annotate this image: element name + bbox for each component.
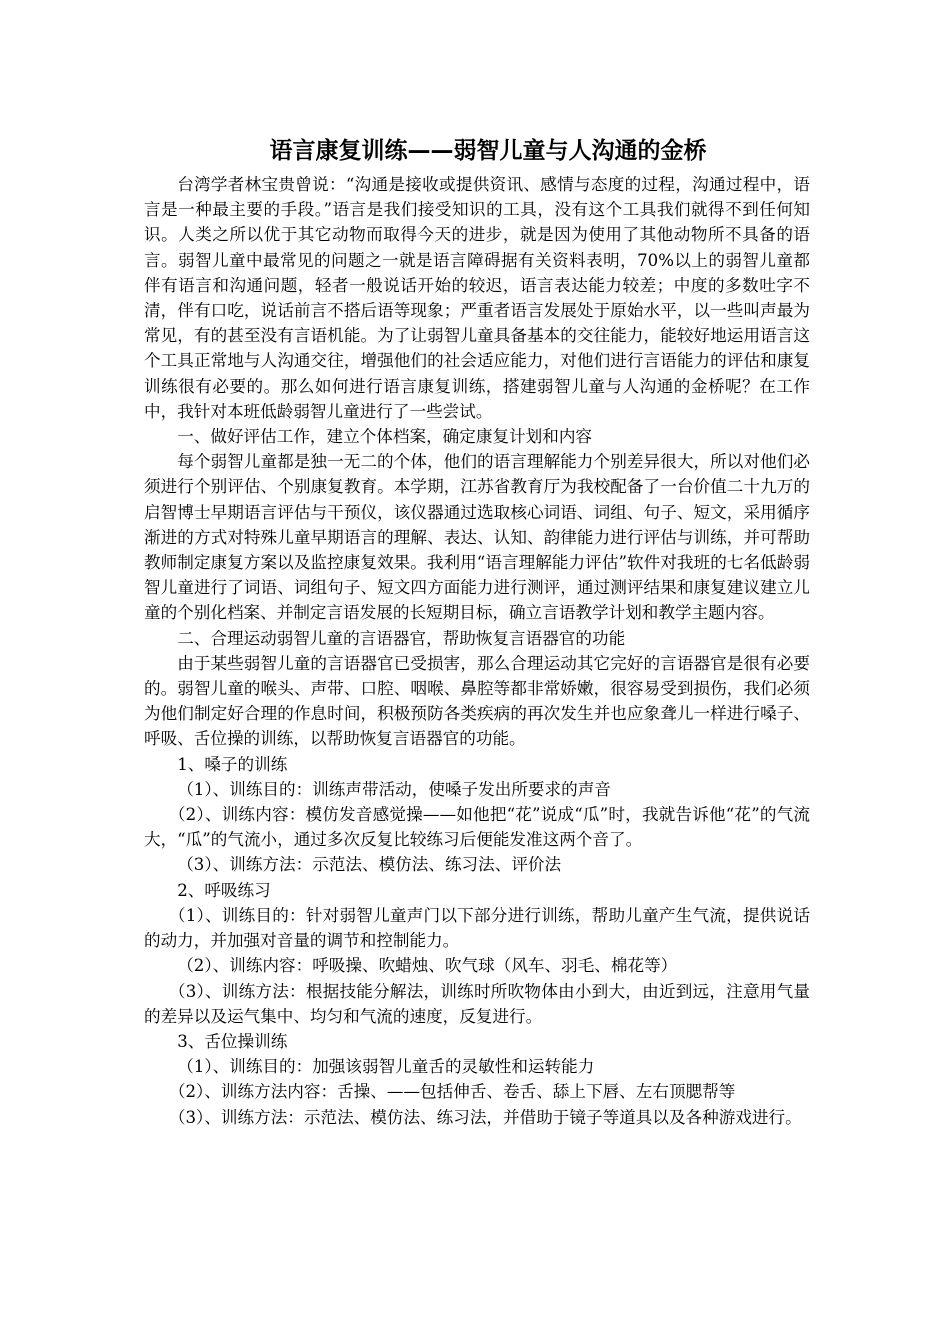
breathing-method: （3）、训练方法：根据技能分解法，训练时所吹物体由小到大，由近到远，注意用气量的差异以及运气集中、均匀和气流的速度，反复进行。	[144, 981, 810, 1026]
breathing-content: （2）、训练内容：呼吸操、吹蜡烛、吹气球（风车、羽毛、棉花等）	[177, 956, 678, 976]
tongue-goal: （1）、训练目的：加强该弱智儿童舌的灵敏性和运转能力	[177, 1057, 595, 1077]
throat-content: （2）、训练内容：模仿发音感觉操——如他把“花”说成“瓜”时，我就告诉他“花”的气流大，“瓜”的气流小，通过多次反复比较练习后便能发准这两个音了。	[144, 805, 810, 850]
section-1-paragraph: 每个弱智儿童都是独一无二的个体，他们的语言理解能力个别差异很大，所以对他们必须进行个别评估、个别康复教育。本学期，江苏省教育厅为我校配备了一台价值二十九万的启智博士早期语言评估与干预仪，该仪器通过选取核心词语、词组、句子、短文，采用循序渐进的方式对特殊儿童早期语言的理解、表达、认知、韵律能力进行评估与训练，并可帮助教师制定康复方案以及监控康复效果。我利用“语言理解能力评估”软件对我班的七名低龄弱智儿童进行了词语、词组句子、短文四方面能力进行测评，通过测评结果和康复建议建立儿童的个别化档案、并制定言语发展的长短期目标，确立言语教学计划和教学主题内容。	[144, 452, 810, 623]
subsection-heading-breathing: 2、呼吸练习	[177, 880, 271, 900]
document-page	[144, 134, 810, 1130]
intro-paragraph: 台湾学者林宝贵曾说：“沟通是接收或提供资讯、感情与态度的过程，沟通过程中，语言是一种最主要的手段。”语言是我们接受知识的工具，没有这个工具我们就得不到任何知识。人类之所以优于其它动物而取得今天的进步，就是因为使用了其他动物所不具备的语言。弱智儿童中最常见的问题之一就是语言障碍据有关资料表明，70%以上的弱智儿童都伴有语言和沟通问题，轻者一般说话开始的较迟，语言表达能力较差；中度的多数吐字不清，伴有口吃，说话前言不搭后语等现象；严重者语言发展处于原始水平，以一些叫声最为常见，有的甚至没有言语机能。为了让弱智儿童具备基本的交往能力，能较好地运用语言这个工具正常地与人沟通交往，增强他们的社会适应能力，对他们进行言语能力的评估和康复训练很有必要的。那么如何进行语言康复训练，搭建弱智儿童与人沟通的金桥呢？在工作中，我针对本班低龄弱智儿童进行了一些尝试。	[144, 175, 810, 421]
section-heading-1: 一、做好评估工作，建立个体档案，确定康复计划和内容	[177, 427, 593, 447]
tongue-content: （2）、训练方法内容：舌操、——包括伸舌、卷舌、舔上下唇、左右顶腮帮等	[168, 1082, 736, 1102]
document-title: 语言康复训练——弱智儿童与人沟通的金桥	[269, 138, 707, 164]
throat-goal: （1）、训练目的：训练声带活动，使嗓子发出所要求的声音	[177, 779, 611, 799]
section-2-paragraph: 由于某些弱智儿童的言语器官已受损害，那么合理运动其它完好的言语器官是很有必要的。弱智儿童的喉头、声带、口腔、咽喉、鼻腔等都非常娇嫩，很容易受到损伤，我们必须为他们制定好合理的作息时间，积极预防各类疾病的再次发生并也应象聋儿一样进行嗓子、呼吸、舌位操的训练，以帮助恢复言语器官的功能。	[144, 653, 810, 749]
subsection-heading-throat: 1、嗓子的训练	[177, 754, 288, 774]
tongue-method: （3）、训练方法：示范法、模仿法、练习法，并借助于镜子等道具以及各种游戏进行。	[168, 1107, 802, 1127]
section-heading-2: 二、合理运动弱智儿童的言语器官，帮助恢复言语器官的功能	[177, 628, 626, 648]
throat-method: （3）、训练方法：示范法、模仿法、练习法、评价法	[177, 855, 562, 875]
breathing-goal: （1）、训练目的：针对弱智儿童声门以下部分进行训练，帮助儿童产生气流，提供说话的动力，并加强对音量的调节和控制能力。	[144, 905, 810, 951]
subsection-heading-tongue: 3、舌位操训练	[177, 1031, 288, 1051]
